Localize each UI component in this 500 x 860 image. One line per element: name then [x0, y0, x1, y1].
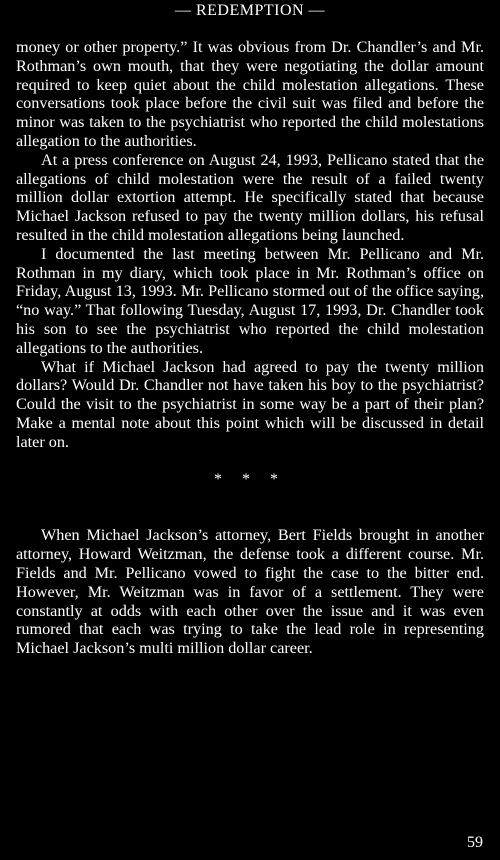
paragraph-continuation: money or other property.” It was obvious from Dr. Chandler’s and Mr. Rothman’s own mouth, that they were negotiating the dollar amount required to keep quiet about the child molestation allegations. These conversations took place before the civil suit was filed and before the minor was taken to the psychiatrist who reported the child molestations allegation to the authorities.: [16, 38, 484, 150]
paragraph-what-if: What if Michael Jackson had agreed to pay the twenty million dollars? Would Dr. Chandler not have taken his boy to the psychiatrist? Could the visit to the psychiatrist in some way be a part of their plan? Make a mental note about this point which will be discussed in detail later on.: [16, 357, 484, 451]
page-number: 59: [467, 834, 483, 851]
running-head-title: — REDEMPTION —: [174, 2, 326, 19]
paragraph-diary-meeting: I documented the last meeting between Mr. Pellicano and Mr. Rothman in my diary, which took place in Mr. Rothman’s office on Friday, August 13, 1993. Mr. Pellicano stormed out of the office saying, “no way.” That following Tuesday, August 17, 1993, Dr. Chandler took his son to see the psychiatrist who reported the child molestation allegations to the authorities.: [16, 244, 484, 357]
paragraph-attorneys: When Michael Jackson’s attorney, Bert Fields brought in another attorney, Howard Weitzman, the defense took a different course. Mr. Fields and Mr. Pellicano vowed to fight the case to the bitter end. However, Mr. Weitzman was in favor of a settlement. They were constantly at odds with each other over the issue and it was even rumored that each was trying to take the lead role in representing Michael Jackson’s multi million dollar career.: [16, 526, 484, 658]
body-text: [16, 38, 484, 658]
paragraph-press-conference: At a press conference on August 24, 1993, Pellicano stated that the allegations of child molestation were the result of a failed twenty million dollar extortion attempt. He specifically stated that because Michael Jackson refused to pay the twenty million dollars, his refusal resulted in the child molestation allegations being launched.: [16, 150, 484, 244]
section-break: * * *: [214, 470, 286, 488]
